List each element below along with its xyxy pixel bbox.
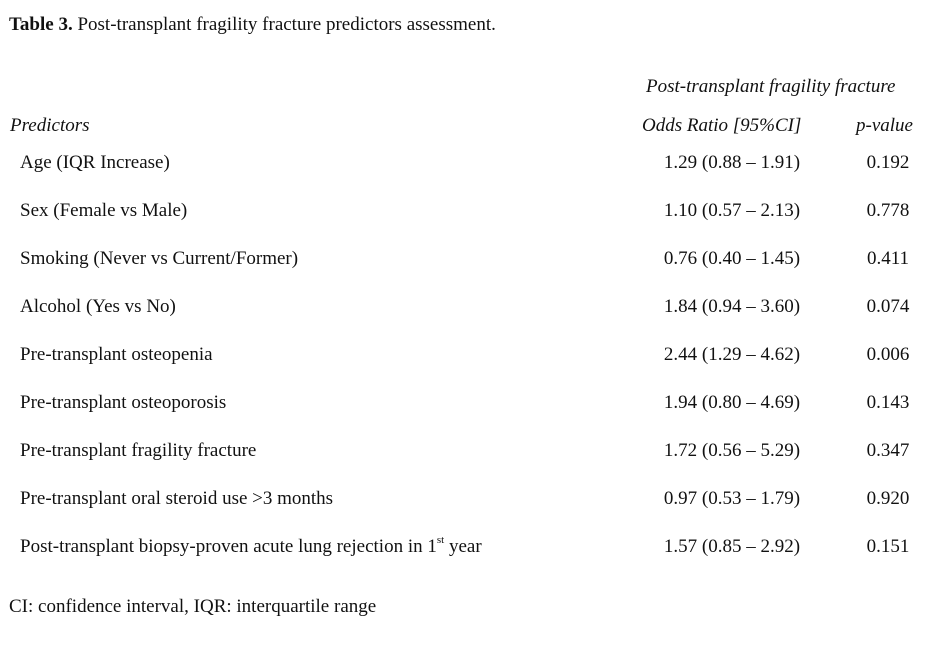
table-row (0, 152, 936, 176)
odds-ratio-cell: 1.29 (0.88 – 1.91) (663, 152, 801, 173)
table-row (0, 488, 936, 512)
p-value-cell: 0.920 (866, 488, 910, 509)
predictor-text: Smoking (Never vs Current/Former) (20, 248, 299, 269)
odds-ratio-cell: 1.94 (0.80 – 4.69) (663, 392, 801, 413)
odds-ratio-cell: 1.84 (0.94 – 3.60) (663, 296, 801, 317)
odds-ratio-header: Odds Ratio [95%CI] (642, 115, 802, 136)
odds-ratio-cell: 1.10 (0.57 – 2.13) (663, 200, 801, 221)
p-value-header: p-value (856, 115, 913, 136)
p-value-cell: 0.411 (866, 248, 910, 269)
odds-ratio-cell: 2.44 (1.29 – 4.62) (663, 344, 801, 365)
table-footnote: CI: confidence interval, IQR: interquartile range (9, 596, 377, 617)
p-value-cell: 0.347 (866, 440, 910, 461)
table-row (0, 344, 936, 368)
predictor-label (20, 392, 226, 414)
predictor-suffix: year (444, 536, 482, 557)
table-row (0, 248, 936, 272)
predictor-label (20, 344, 213, 366)
predictor-text: Post-transplant biopsy-proven acute lung rejection in 1 (20, 536, 437, 557)
table-row (0, 392, 936, 416)
p-value-cell: 0.192 (866, 152, 910, 173)
odds-ratio-cell: 0.97 (0.53 – 1.79) (663, 488, 801, 509)
column-group-header: Post-transplant fragility fracture (646, 76, 896, 97)
predictor-label (20, 248, 298, 270)
predictor-superscript: st (436, 534, 445, 546)
table-row (0, 440, 936, 464)
p-value-cell: 0.151 (866, 536, 910, 557)
predictor-label (20, 536, 482, 558)
predictor-text: Age (IQR Increase) (20, 152, 170, 173)
predictor-text: Pre-transplant oral steroid use >3 months (20, 488, 334, 509)
predictor-text: Pre-transplant osteopenia (20, 344, 213, 365)
p-value-cell: 0.778 (866, 200, 910, 221)
caption-text: Post-transplant fragility fracture predictors assessment. (72, 14, 496, 35)
predictor-label (20, 296, 176, 318)
predictor-label (20, 200, 187, 222)
p-value-cell: 0.143 (866, 392, 910, 413)
table-row (0, 536, 936, 560)
table-row (0, 200, 936, 224)
predictor-label (20, 488, 333, 510)
p-value-cell: 0.006 (866, 344, 910, 365)
odds-ratio-cell: 1.57 (0.85 – 2.92) (663, 536, 801, 557)
p-value-cell: 0.074 (866, 296, 910, 317)
odds-ratio-cell: 0.76 (0.40 – 1.45) (663, 248, 801, 269)
table-caption (9, 14, 496, 36)
predictor-label (20, 152, 170, 174)
predictor-text: Sex (Female vs Male) (20, 200, 188, 221)
predictor-label (20, 440, 256, 462)
predictor-text: Alcohol (Yes vs No) (20, 296, 176, 317)
predictors-header: Predictors (10, 115, 90, 136)
predictor-text: Pre-transplant osteoporosis (20, 392, 227, 413)
predictor-text: Pre-transplant fragility fracture (20, 440, 257, 461)
odds-ratio-cell: 1.72 (0.56 – 5.29) (663, 440, 801, 461)
caption-label: Table 3. (9, 14, 73, 35)
table-row (0, 296, 936, 320)
